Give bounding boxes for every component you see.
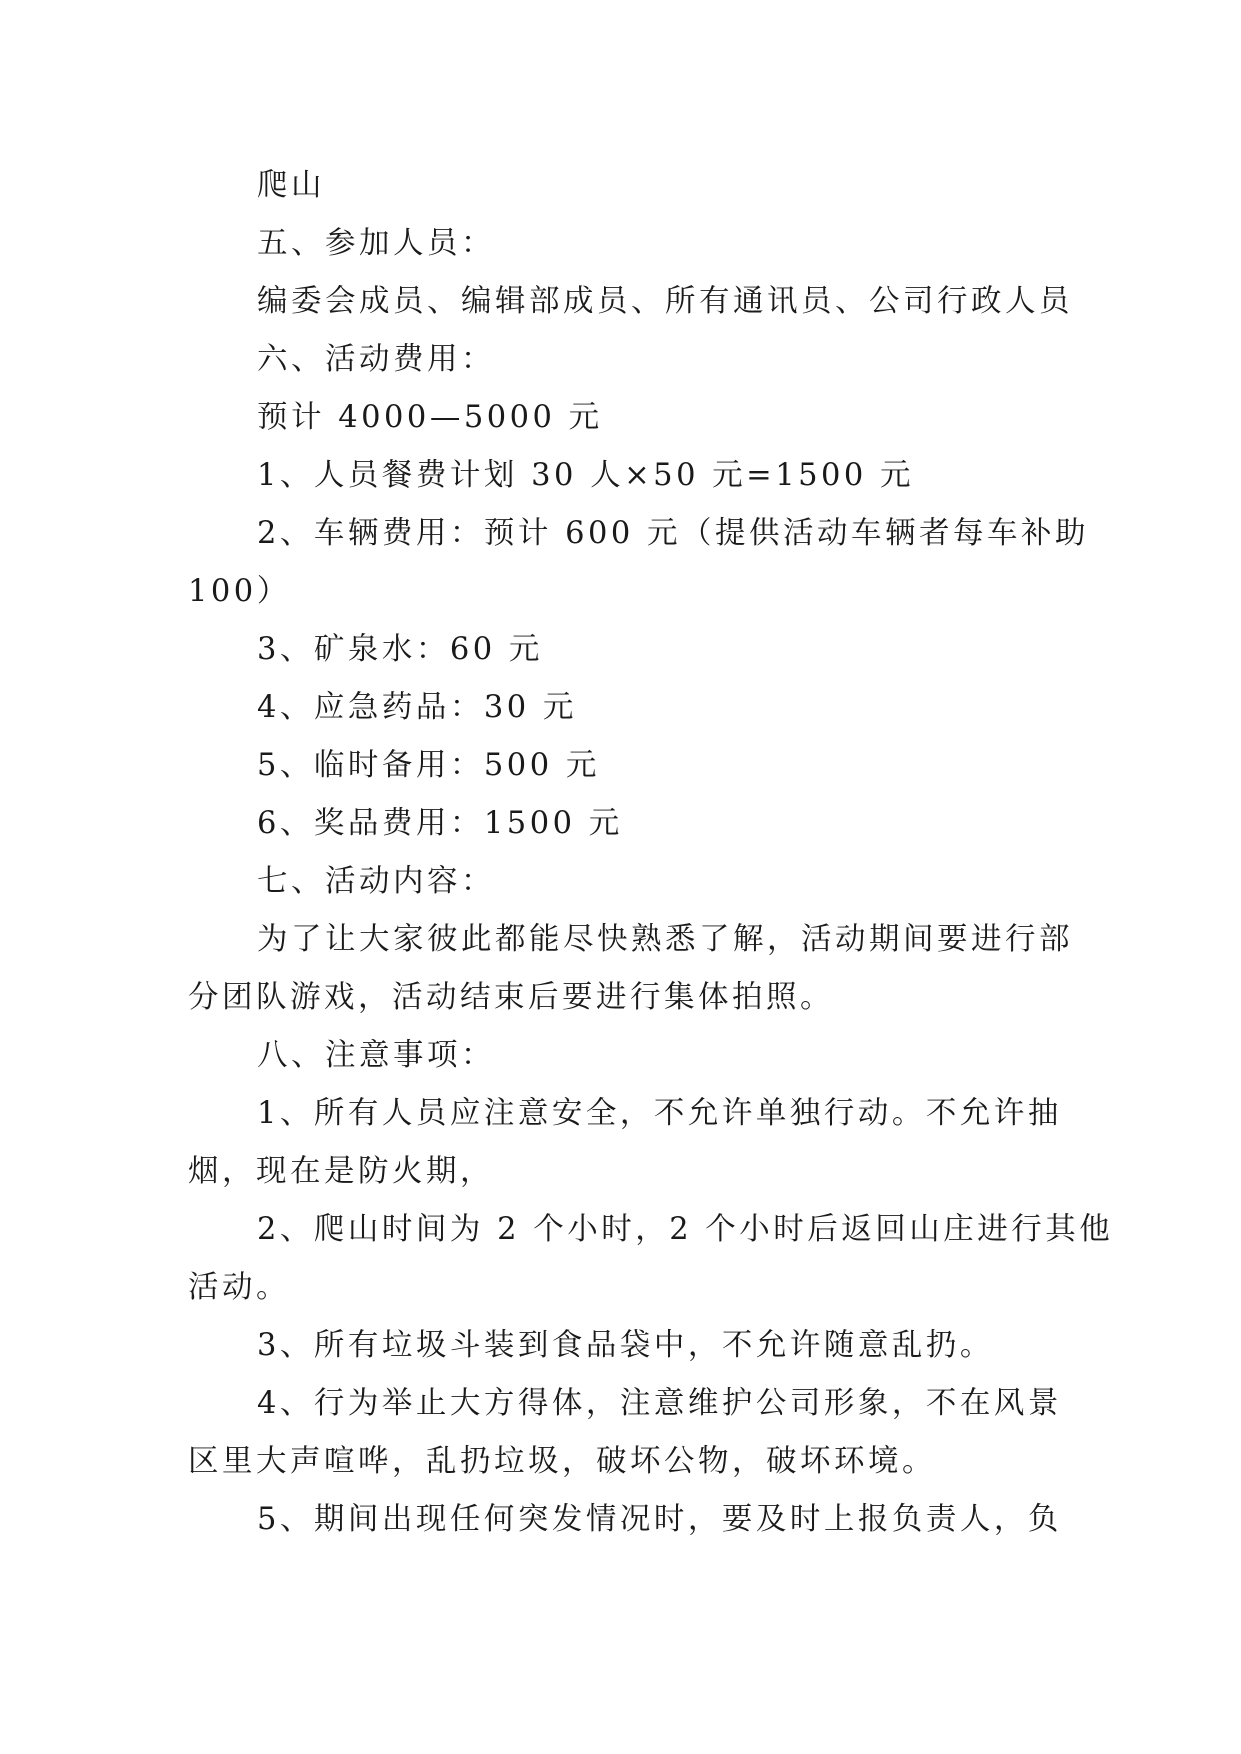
text-line: 爬山 [257, 168, 325, 203]
list-item: 2、爬山时间为 2 个小时，2 个小时后返回山庄进行其他 [257, 1212, 1114, 1247]
section-heading: 七、活动内容： [257, 864, 495, 899]
text-line: 烟，现在是防火期， [188, 1154, 494, 1189]
list-item: 6、奖品费用：1500 元 [257, 806, 623, 841]
text-line: 预计 4000—5000 元 [257, 400, 603, 435]
text-line: 活动。 [188, 1270, 290, 1305]
section-heading: 八、注意事项： [257, 1038, 495, 1073]
list-item: 4、行为举止大方得体，注意维护公司形象，不在风景 [257, 1386, 1062, 1421]
list-item: 1、人员餐费计划 30 人×50 元=1500 元 [257, 458, 915, 493]
list-item: 3、矿泉水：60 元 [257, 632, 543, 667]
text-line: 编委会成员、编辑部成员、所有通讯员、公司行政人员 [257, 284, 1073, 319]
list-item: 5、期间出现任何突发情况时，要及时上报负责人，负 [257, 1502, 1062, 1537]
list-item: 5、临时备用：500 元 [257, 748, 600, 783]
list-item: 4、应急药品：30 元 [257, 690, 577, 725]
text-line: 分团队游戏，活动结束后要进行集体拍照。 [188, 980, 834, 1015]
list-item: 3、所有垃圾斗装到食品袋中，不允许随意乱扔。 [257, 1328, 994, 1363]
text-line: 100） [188, 574, 291, 609]
text-line: 为了让大家彼此都能尽快熟悉了解，活动期间要进行部 [257, 922, 1073, 957]
list-item: 1、所有人员应注意安全，不允许单独行动。不允许抽 [257, 1096, 1062, 1131]
list-item: 2、车辆费用：预计 600 元（提供活动车辆者每车补助 [257, 516, 1090, 551]
text-line: 区里大声喧哗，乱扔垃圾，破坏公物，破坏环境。 [188, 1444, 936, 1479]
section-heading: 五、参加人员： [257, 226, 495, 261]
section-heading: 六、活动费用： [257, 342, 495, 377]
